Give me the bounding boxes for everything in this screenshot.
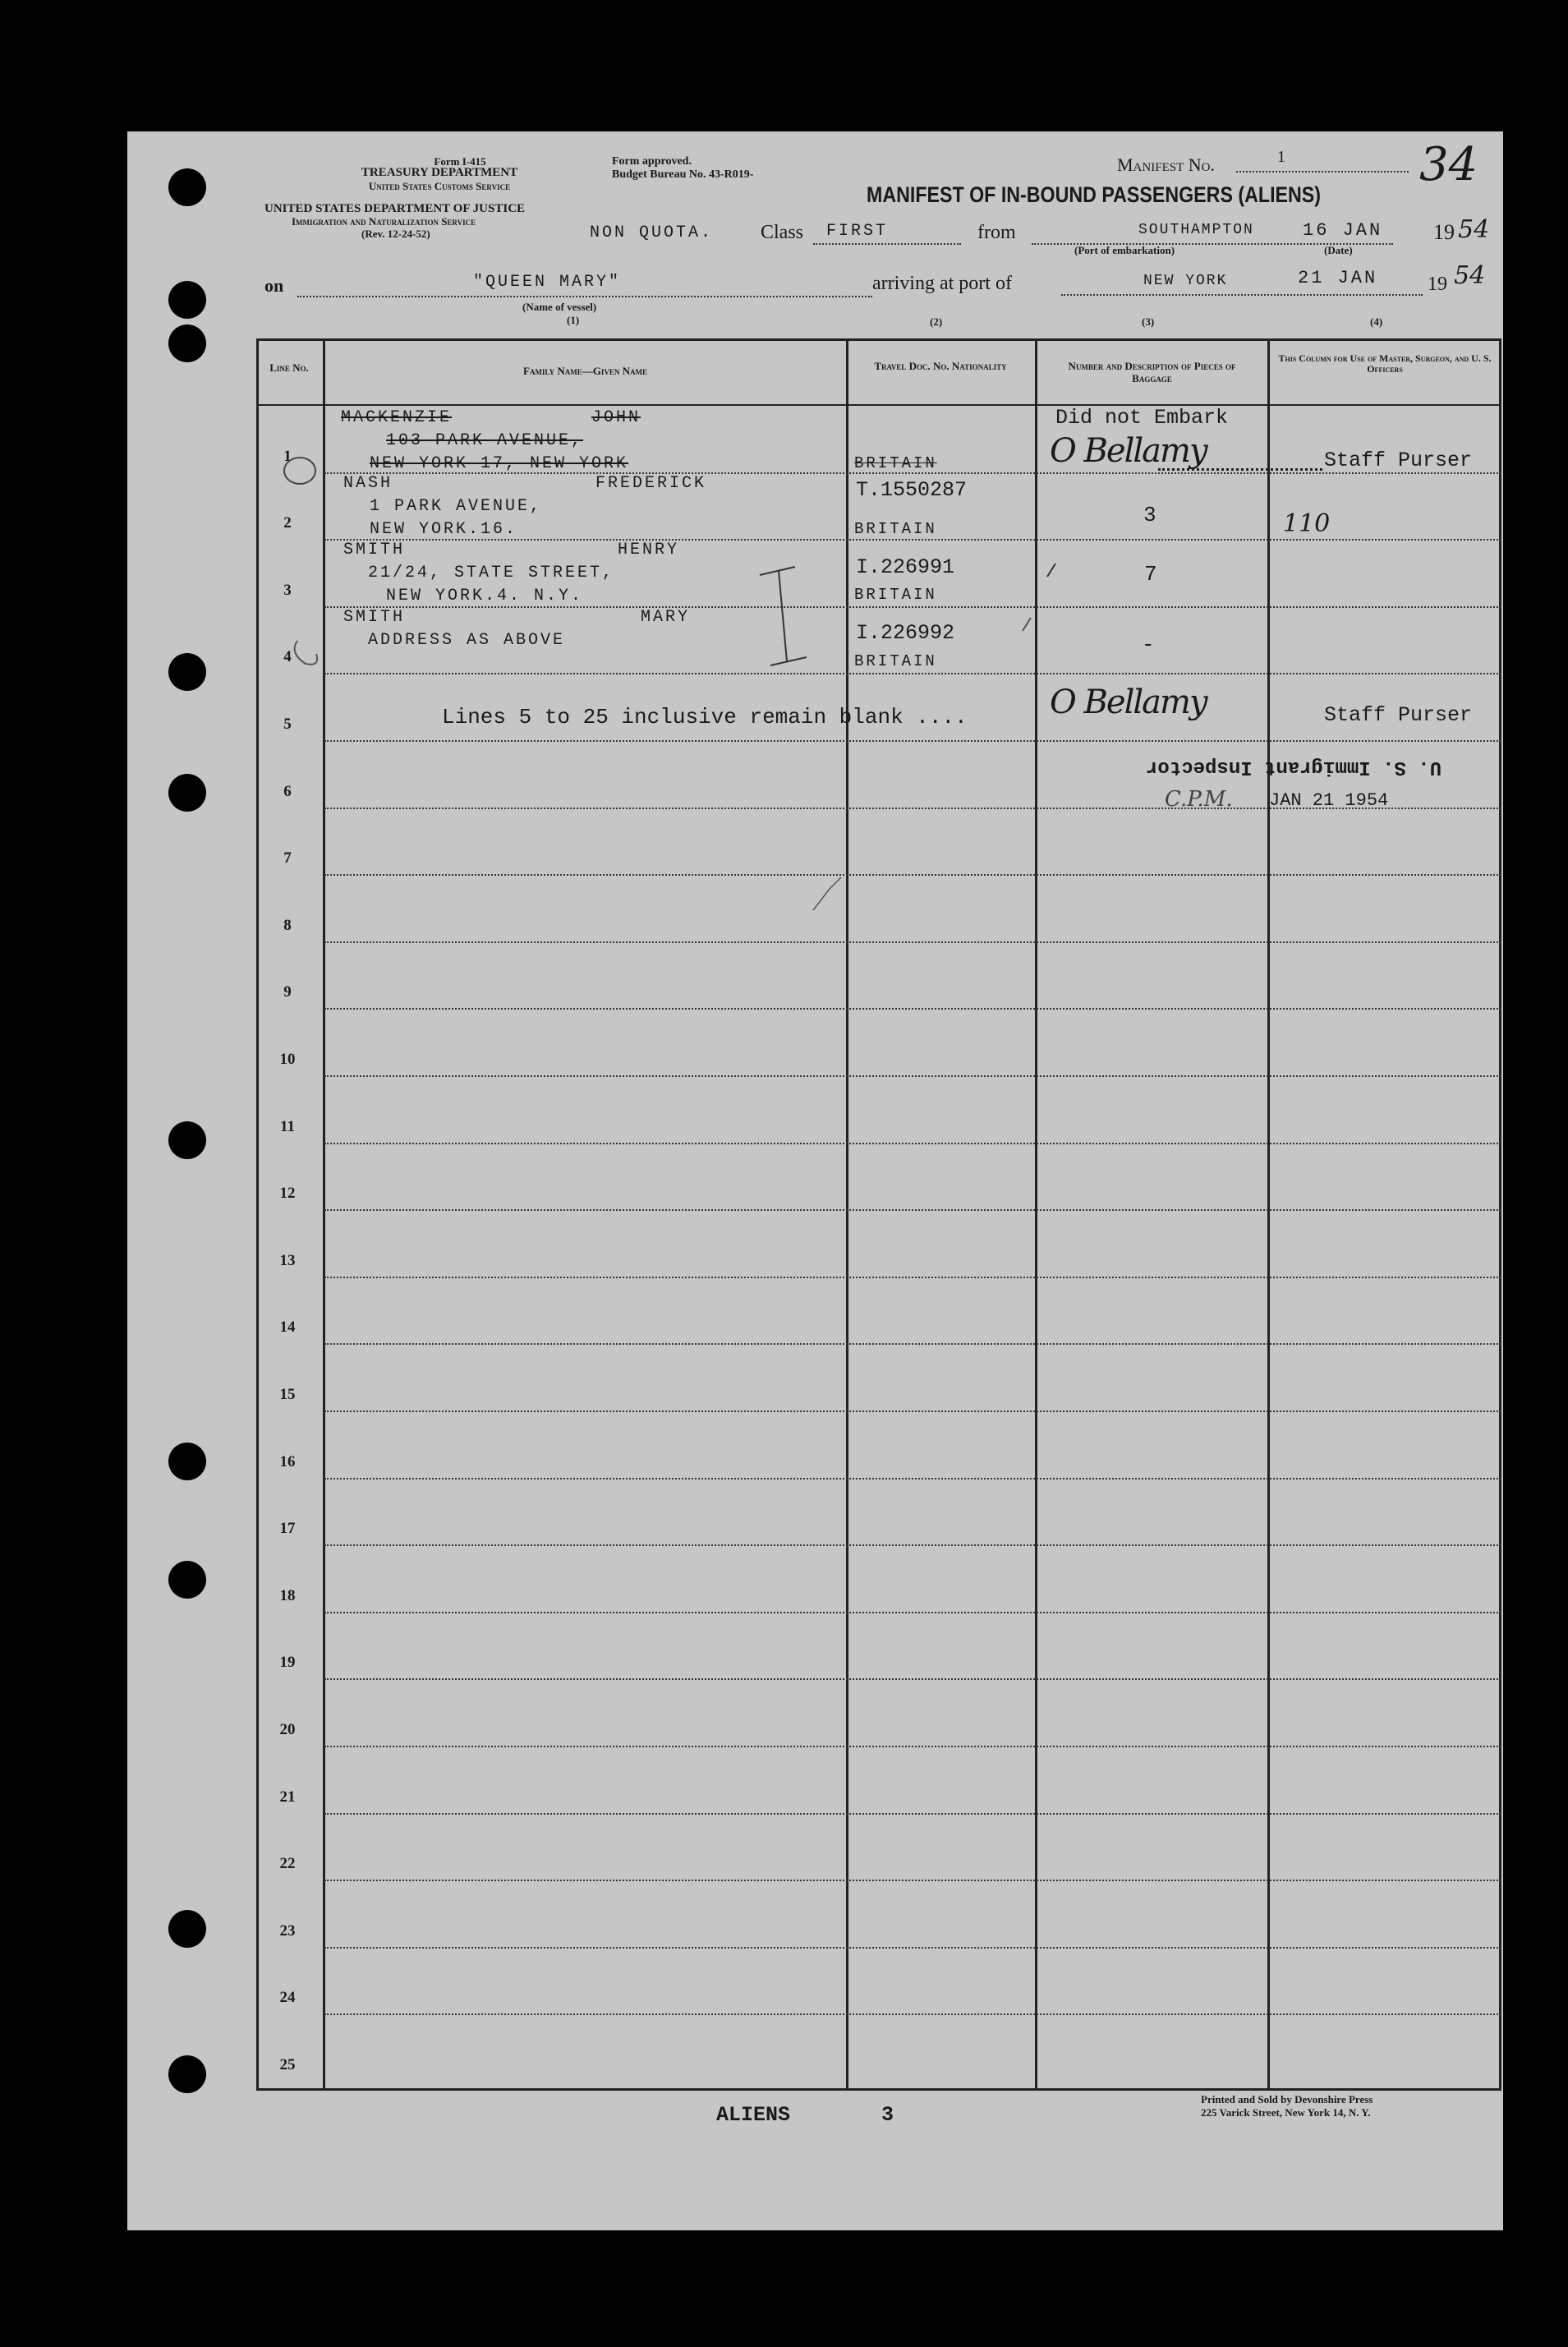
- page-number: 34: [1419, 138, 1478, 191]
- column-index-3: (3): [1142, 315, 1155, 328]
- line-number: 9: [283, 983, 292, 1001]
- arrival-date: 21 JAN: [1298, 268, 1378, 288]
- col-header-travel-doc: Travel Doc. No. Nationality: [874, 360, 1007, 372]
- entry-nationality: BRITAIN: [854, 652, 937, 670]
- revision: (Rev. 12-24-52): [361, 228, 430, 240]
- ins-service: Immigration and Naturalization Service: [292, 215, 476, 228]
- embark-date: 16 JAN: [1303, 220, 1383, 241]
- entry-travel-doc: I.226991: [856, 555, 955, 579]
- entry-address: NEW YORK.4. N.Y.: [386, 587, 584, 605]
- staff-purser-label-2: Staff Purser: [1324, 703, 1473, 727]
- entry-address: NEW YORK 17, NEW YORK: [370, 454, 629, 473]
- entry-given-name: MARY: [641, 608, 691, 627]
- entry-nationality: BRITAIN: [854, 586, 937, 604]
- entry-baggage-count: 3: [1143, 503, 1156, 527]
- inspection-date: JAN 21 1954: [1269, 790, 1389, 811]
- entry-baggage-note: Did not Embark: [1055, 406, 1229, 430]
- line-number: 4: [283, 648, 292, 665]
- entry-address: 1 PARK AVENUE,: [370, 497, 543, 516]
- printer-line-1: Printed and Sold by Devonshire Press: [1201, 2093, 1373, 2105]
- entry-travel-doc: I.226992: [856, 621, 955, 645]
- treasury-dept: TREASURY DEPARTMENT: [361, 166, 518, 179]
- column-index-4: (4): [1370, 315, 1383, 328]
- purser-signature: O Bellamy: [1050, 432, 1207, 470]
- printer-line-2: 225 Varick Street, New York 14, N. Y.: [1201, 2106, 1371, 2119]
- footer-sheet: 3: [881, 2103, 894, 2127]
- entry-travel-doc: T.1550287: [856, 478, 968, 502]
- line-number: 17: [279, 1520, 296, 1537]
- vessel-name: "QUEEN MARY": [473, 273, 622, 292]
- col-header-line-no: Line No.: [269, 361, 309, 374]
- year-prefix-2: 19: [1428, 274, 1447, 295]
- line-number: 7: [283, 849, 292, 867]
- year-suffix-1: 54: [1458, 215, 1490, 244]
- on-label: on: [264, 275, 284, 296]
- line-number: 10: [279, 1051, 296, 1068]
- col-header-officers: This Column for Use of Master, Surgeon, and U. S. Officers: [1278, 352, 1492, 375]
- line-number: 25: [279, 2056, 296, 2073]
- line-number: 21: [279, 1788, 296, 1806]
- vessel-caption: (Name of vessel): [522, 301, 597, 313]
- line-number: 14: [279, 1318, 296, 1336]
- line-number: 16: [279, 1453, 296, 1470]
- entry-given-name: HENRY: [618, 541, 680, 559]
- blank-lines-note: Lines 5 to 25 inclusive remain blank ....: [442, 705, 968, 729]
- line-number: 18: [279, 1587, 296, 1604]
- line-number: 24: [279, 1989, 296, 2006]
- entry-address: 103 PARK AVENUE,: [386, 431, 584, 450]
- class-label: Class: [761, 222, 804, 243]
- line-number: 2: [283, 514, 292, 532]
- inspector-initials: C.P.M.: [1165, 787, 1233, 812]
- line-number: 3: [283, 582, 292, 599]
- line-number: 11: [280, 1118, 295, 1135]
- column-index-2: (2): [930, 315, 943, 328]
- line-number: 20: [279, 1721, 296, 1738]
- line-number: 15: [279, 1386, 296, 1403]
- justice-dept: UNITED STATES DEPARTMENT OF JUSTICE: [264, 202, 526, 215]
- line-number: 6: [283, 783, 292, 800]
- line-number: 13: [279, 1252, 296, 1269]
- line-number: 5: [283, 716, 292, 733]
- port-caption: (Port of embarkation): [1074, 244, 1175, 256]
- entry-baggage-count: -: [1142, 633, 1155, 657]
- footer-aliens: ALIENS: [716, 2103, 791, 2127]
- page-title: MANIFEST OF IN-BOUND PASSENGERS (ALIENS): [867, 182, 1322, 207]
- date-caption: (Date): [1324, 244, 1353, 256]
- entry-address: ADDRESS AS ABOVE: [368, 631, 566, 650]
- customs-service: United States Customs Service: [368, 180, 511, 192]
- from-label: from: [977, 222, 1016, 243]
- manifest-number: 1: [1277, 148, 1285, 166]
- line-number: 12: [279, 1185, 296, 1202]
- entry-address: 21/24, STATE STREET,: [368, 564, 615, 582]
- officer-note: 110: [1283, 509, 1331, 538]
- year-suffix-2: 54: [1454, 261, 1486, 290]
- budget-bureau: Budget Bureau No. 43-R019-: [612, 168, 754, 181]
- column-index-1: (1): [567, 314, 580, 326]
- entry-family-name: MACKENZIE: [341, 408, 453, 427]
- line-number: 1: [283, 448, 292, 465]
- arriving-label: arriving at port of: [872, 273, 1012, 294]
- staff-purser-label: Staff Purser: [1324, 449, 1473, 472]
- entry-given-name: FREDERICK: [595, 474, 707, 493]
- line-number: 19: [279, 1654, 296, 1671]
- form-number: Form I-415: [434, 155, 486, 168]
- col-header-baggage: Number and Description of Pieces of Baggage: [1068, 360, 1236, 384]
- entry-baggage-count: 7: [1144, 562, 1157, 587]
- inspector-stamp: U. S. Immigrant Inspector: [1146, 756, 1442, 778]
- entry-address: NEW YORK.16.: [370, 520, 518, 539]
- quota-label: NON QUOTA.: [590, 223, 714, 242]
- year-prefix-1: 19: [1433, 220, 1455, 244]
- line-number: 23: [279, 1922, 296, 1940]
- entry-family-name: SMITH: [343, 541, 406, 559]
- entry-family-name: NASH: [343, 474, 393, 493]
- line-number: 22: [279, 1855, 296, 1872]
- entry-family-name: SMITH: [343, 608, 406, 627]
- class-value: FIRST: [826, 222, 889, 241]
- form-approved: Form approved.: [612, 155, 692, 168]
- entry-nationality: BRITAIN: [854, 454, 937, 472]
- manifest-label: Manifest No.: [1117, 154, 1215, 175]
- port-embarkation: SOUTHAMPTON: [1138, 222, 1254, 238]
- entry-given-name: JOHN: [591, 408, 641, 427]
- purser-signature-2: O Bellamy: [1050, 683, 1207, 721]
- entry-nationality: BRITAIN: [854, 520, 937, 538]
- arrival-port: NEW YORK: [1143, 273, 1228, 289]
- line-number: 8: [283, 917, 292, 934]
- col-header-name: Family Name—Given Name: [522, 365, 647, 377]
